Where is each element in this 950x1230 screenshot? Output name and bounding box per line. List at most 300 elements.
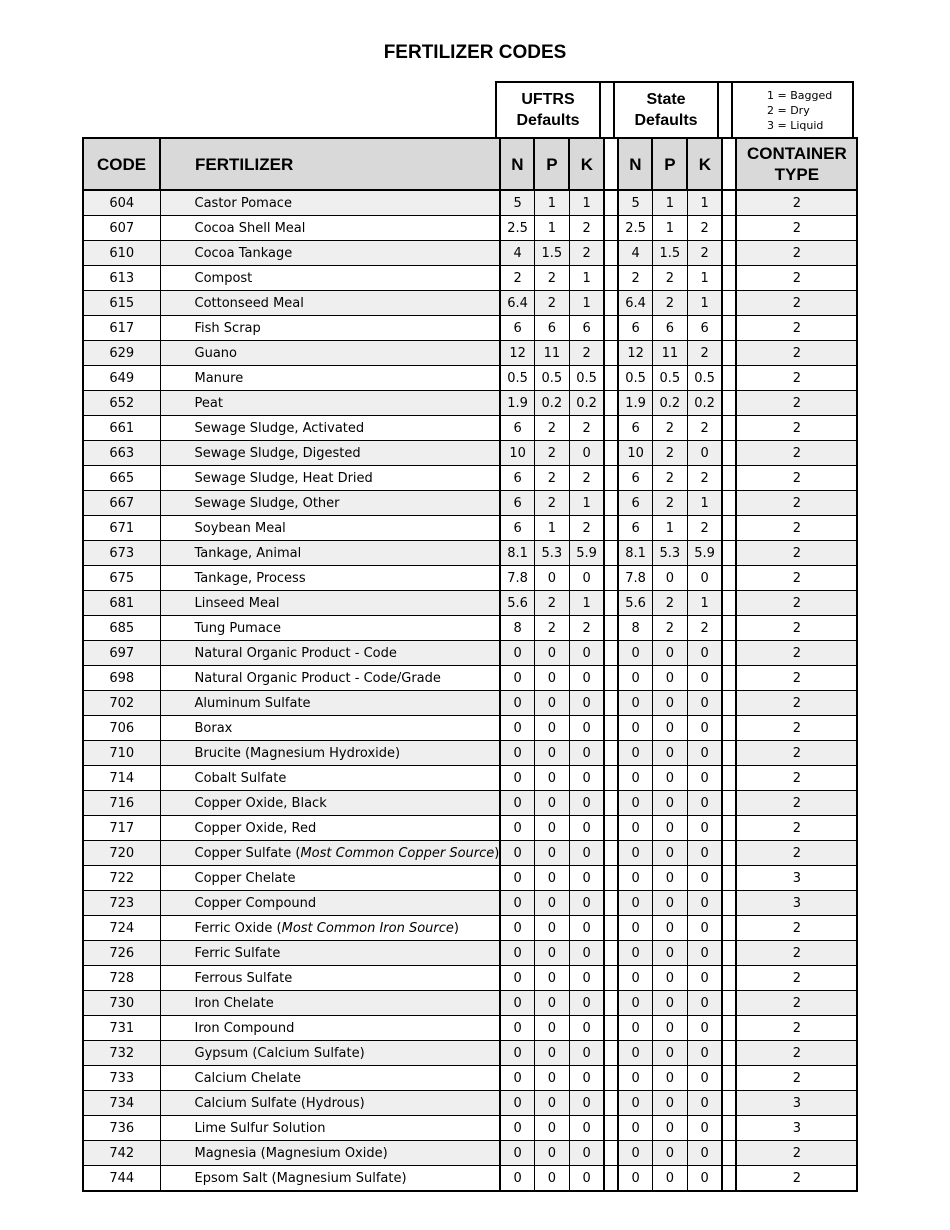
row-uftrs-p: 0	[534, 841, 569, 866]
row-spacer	[722, 966, 736, 991]
row-state-n: 5.6	[618, 591, 652, 616]
row-uftrs-p: 0	[534, 1041, 569, 1066]
row-spacer	[722, 1141, 736, 1166]
row-uftrs-p: 0	[534, 641, 569, 666]
table-row	[83, 216, 857, 241]
row-state-k: 5.9	[687, 541, 722, 566]
row-spacer	[604, 391, 618, 416]
row-spacer	[722, 891, 736, 916]
row-uftrs-p: 2	[534, 591, 569, 616]
row-state-n: 0	[618, 666, 652, 691]
row-uftrs-k: 0	[569, 766, 604, 791]
row-code: 742	[83, 1141, 160, 1166]
row-uftrs-p: 0.5	[534, 366, 569, 391]
row-state-p: 0	[652, 666, 687, 691]
row-uftrs-k: 1	[569, 266, 604, 291]
row-spacer	[604, 716, 618, 741]
row-code: 731	[83, 1016, 160, 1041]
defaults-group-header	[495, 81, 854, 139]
row-state-k: 0	[687, 891, 722, 916]
row-state-k: 0	[687, 691, 722, 716]
row-spacer	[722, 1016, 736, 1041]
row-state-n: 6.4	[618, 291, 652, 316]
row-fertilizer-name: Natural Organic Product - Code	[160, 641, 500, 666]
row-fertilizer-name: Ferrous Sulfate	[160, 966, 500, 991]
row-spacer	[604, 666, 618, 691]
row-uftrs-n: 8	[500, 616, 534, 641]
row-state-k: 0	[687, 1066, 722, 1091]
row-uftrs-p: 2	[534, 416, 569, 441]
table-row	[83, 891, 857, 916]
row-fertilizer-name: Borax	[160, 716, 500, 741]
row-fertilizer-name: Copper Sulfate (Most Common Copper Source)	[160, 841, 500, 866]
row-uftrs-k: 0	[569, 866, 604, 891]
table-row	[83, 366, 857, 391]
row-spacer	[604, 491, 618, 516]
row-state-n: 0	[618, 791, 652, 816]
row-uftrs-k: 0.2	[569, 391, 604, 416]
row-container-type: 2	[736, 266, 857, 291]
row-state-n: 1.9	[618, 391, 652, 416]
row-container-type: 2	[736, 216, 857, 241]
row-spacer	[722, 491, 736, 516]
row-uftrs-n: 1.9	[500, 391, 534, 416]
row-code: 661	[83, 416, 160, 441]
row-spacer	[722, 416, 736, 441]
row-uftrs-k: 1	[569, 491, 604, 516]
row-code: 615	[83, 291, 160, 316]
row-spacer	[604, 791, 618, 816]
row-code: 681	[83, 591, 160, 616]
row-fertilizer-name: Sewage Sludge, Activated	[160, 416, 500, 441]
row-state-p: 1	[652, 190, 687, 216]
row-fertilizer-name: Lime Sulfur Solution	[160, 1116, 500, 1141]
row-uftrs-p: 0	[534, 666, 569, 691]
row-state-p: 0	[652, 1091, 687, 1116]
row-state-n: 0	[618, 641, 652, 666]
row-uftrs-k: 0	[569, 641, 604, 666]
col-header-fertilizer: FERTILIZER	[160, 138, 500, 190]
fertilizer-codes-table	[82, 137, 858, 1192]
row-container-type: 2	[736, 741, 857, 766]
row-fertilizer-name: Sewage Sludge, Other	[160, 491, 500, 516]
row-code: 720	[83, 841, 160, 866]
row-spacer	[722, 1066, 736, 1091]
row-state-p: 1	[652, 516, 687, 541]
row-state-n: 0	[618, 991, 652, 1016]
row-code: 652	[83, 391, 160, 416]
row-uftrs-k: 2	[569, 516, 604, 541]
row-fertilizer-name: Compost	[160, 266, 500, 291]
row-uftrs-k: 2	[569, 416, 604, 441]
row-code: 702	[83, 691, 160, 716]
row-fertilizer-name: Cobalt Sulfate	[160, 766, 500, 791]
row-state-p: 0	[652, 641, 687, 666]
row-state-k: 0	[687, 991, 722, 1016]
row-spacer	[604, 316, 618, 341]
row-spacer	[722, 190, 736, 216]
row-container-type: 2	[736, 916, 857, 941]
table-row	[83, 591, 857, 616]
row-uftrs-p: 0	[534, 1066, 569, 1091]
fertilizer-note: Most Common Copper Source	[300, 845, 495, 861]
row-fertilizer-name: Magnesia (Magnesium Oxide)	[160, 1141, 500, 1166]
row-container-type: 2	[736, 1016, 857, 1041]
row-uftrs-n: 2.5	[500, 216, 534, 241]
row-fertilizer-name: Soybean Meal	[160, 516, 500, 541]
row-fertilizer-name: Fish Scrap	[160, 316, 500, 341]
row-spacer	[604, 766, 618, 791]
row-spacer	[604, 591, 618, 616]
col-header-uftrs-p: P	[534, 138, 569, 190]
row-uftrs-p: 0	[534, 1016, 569, 1041]
row-uftrs-p: 0	[534, 691, 569, 716]
row-uftrs-k: 1	[569, 190, 604, 216]
row-state-n: 6	[618, 516, 652, 541]
row-state-n: 0.5	[618, 366, 652, 391]
row-spacer	[604, 216, 618, 241]
row-container-type: 3	[736, 891, 857, 916]
row-spacer	[604, 941, 618, 966]
row-state-p: 1.5	[652, 241, 687, 266]
table-row	[83, 566, 857, 591]
row-uftrs-k: 2	[569, 241, 604, 266]
row-state-p: 0	[652, 1041, 687, 1066]
row-spacer	[604, 566, 618, 591]
row-uftrs-k: 0	[569, 666, 604, 691]
row-container-type: 3	[736, 866, 857, 891]
row-uftrs-n: 0	[500, 716, 534, 741]
row-uftrs-n: 4	[500, 241, 534, 266]
row-state-p: 0	[652, 841, 687, 866]
row-spacer	[722, 591, 736, 616]
row-uftrs-k: 0	[569, 841, 604, 866]
row-state-k: 1	[687, 266, 722, 291]
row-state-p: 2	[652, 466, 687, 491]
row-uftrs-p: 0	[534, 1141, 569, 1166]
row-state-p: 0	[652, 1166, 687, 1192]
row-spacer	[604, 1041, 618, 1066]
row-uftrs-p: 0	[534, 891, 569, 916]
row-uftrs-p: 0	[534, 1091, 569, 1116]
row-uftrs-n: 12	[500, 341, 534, 366]
row-fertilizer-name: Calcium Sulfate (Hydrous)	[160, 1091, 500, 1116]
table-row	[83, 816, 857, 841]
row-spacer	[604, 1091, 618, 1116]
row-state-n: 6	[618, 416, 652, 441]
table-row	[83, 966, 857, 991]
row-state-n: 0	[618, 741, 652, 766]
row-state-k: 0	[687, 866, 722, 891]
row-spacer	[604, 1166, 618, 1192]
row-state-p: 2	[652, 266, 687, 291]
state-defaults-header: State Defaults	[614, 82, 718, 138]
row-container-type: 2	[736, 941, 857, 966]
row-fertilizer-name: Cottonseed Meal	[160, 291, 500, 316]
row-fertilizer-name: Linseed Meal	[160, 591, 500, 616]
row-uftrs-p: 1	[534, 216, 569, 241]
row-uftrs-p: 0	[534, 766, 569, 791]
row-uftrs-p: 0	[534, 741, 569, 766]
row-spacer	[722, 391, 736, 416]
row-uftrs-p: 0	[534, 1166, 569, 1192]
row-state-p: 0	[652, 716, 687, 741]
row-state-k: 2	[687, 241, 722, 266]
row-uftrs-k: 0.5	[569, 366, 604, 391]
table-row	[83, 666, 857, 691]
row-fertilizer-name: Epsom Salt (Magnesium Sulfate)	[160, 1166, 500, 1192]
row-spacer	[604, 916, 618, 941]
row-code: 685	[83, 616, 160, 641]
fertilizer-note: Most Common Iron Source	[281, 920, 454, 936]
row-fertilizer-name: Copper Chelate	[160, 866, 500, 891]
row-uftrs-p: 0	[534, 791, 569, 816]
row-state-n: 0	[618, 766, 652, 791]
row-code: 722	[83, 866, 160, 891]
row-state-p: 2	[652, 416, 687, 441]
row-container-type: 2	[736, 1066, 857, 1091]
group-spacer	[718, 82, 732, 138]
row-uftrs-n: 0	[500, 941, 534, 966]
row-uftrs-p: 11	[534, 341, 569, 366]
table-row	[83, 741, 857, 766]
row-state-n: 0	[618, 1141, 652, 1166]
table-row	[83, 941, 857, 966]
row-code: 671	[83, 516, 160, 541]
row-state-p: 2	[652, 591, 687, 616]
row-fertilizer-name: Calcium Chelate	[160, 1066, 500, 1091]
row-state-k: 0	[687, 766, 722, 791]
col-header-code: CODE	[83, 138, 160, 190]
row-uftrs-p: 2	[534, 616, 569, 641]
row-state-k: 2	[687, 416, 722, 441]
row-uftrs-k: 0	[569, 741, 604, 766]
row-fertilizer-name: Brucite (Magnesium Hydroxide)	[160, 741, 500, 766]
row-uftrs-n: 0	[500, 1016, 534, 1041]
row-uftrs-k: 0	[569, 991, 604, 1016]
row-code: 726	[83, 941, 160, 966]
row-code: 675	[83, 566, 160, 591]
row-container-type: 2	[736, 1041, 857, 1066]
row-uftrs-k: 0	[569, 1166, 604, 1192]
row-spacer	[722, 866, 736, 891]
row-spacer	[604, 616, 618, 641]
row-uftrs-k: 2	[569, 616, 604, 641]
row-state-p: 0	[652, 991, 687, 1016]
row-spacer	[604, 1066, 618, 1091]
row-uftrs-n: 8.1	[500, 541, 534, 566]
row-state-p: 0.5	[652, 366, 687, 391]
row-uftrs-n: 0	[500, 966, 534, 991]
table-row	[83, 466, 857, 491]
row-container-type: 2	[736, 716, 857, 741]
row-code: 733	[83, 1066, 160, 1091]
table-row	[83, 691, 857, 716]
row-fertilizer-name: Cocoa Tankage	[160, 241, 500, 266]
row-uftrs-k: 0	[569, 1016, 604, 1041]
row-container-type: 2	[736, 841, 857, 866]
row-fertilizer-name: Guano	[160, 341, 500, 366]
row-uftrs-n: 0	[500, 741, 534, 766]
col-header-state-n: N	[618, 138, 652, 190]
row-state-k: 0	[687, 816, 722, 841]
row-uftrs-n: 5.6	[500, 591, 534, 616]
row-container-type: 2	[736, 291, 857, 316]
col-header-uftrs-n: N	[500, 138, 534, 190]
row-spacer	[604, 816, 618, 841]
row-uftrs-p: 6	[534, 316, 569, 341]
row-state-k: 1	[687, 591, 722, 616]
row-fertilizer-name: Copper Oxide, Black	[160, 791, 500, 816]
row-code: 734	[83, 1091, 160, 1116]
row-state-k: 1	[687, 291, 722, 316]
row-state-k: 2	[687, 616, 722, 641]
row-uftrs-p: 0	[534, 566, 569, 591]
row-spacer	[604, 991, 618, 1016]
row-uftrs-n: 6	[500, 316, 534, 341]
row-code: 730	[83, 991, 160, 1016]
row-code: 665	[83, 466, 160, 491]
row-uftrs-p: 1	[534, 516, 569, 541]
row-fertilizer-name: Copper Oxide, Red	[160, 816, 500, 841]
row-code: 617	[83, 316, 160, 341]
row-container-type: 2	[736, 616, 857, 641]
row-state-k: 2	[687, 341, 722, 366]
row-state-n: 0	[618, 866, 652, 891]
row-code: 629	[83, 341, 160, 366]
row-container-type: 2	[736, 516, 857, 541]
row-container-type: 2	[736, 491, 857, 516]
table-row	[83, 866, 857, 891]
row-state-k: 0	[687, 941, 722, 966]
row-spacer	[604, 1116, 618, 1141]
table-row	[83, 1016, 857, 1041]
row-uftrs-n: 0	[500, 1041, 534, 1066]
col-header-uftrs-k: K	[569, 138, 604, 190]
row-uftrs-k: 1	[569, 291, 604, 316]
table-row	[83, 516, 857, 541]
row-state-n: 12	[618, 341, 652, 366]
table-row	[83, 316, 857, 341]
row-uftrs-k: 2	[569, 341, 604, 366]
row-uftrs-n: 0	[500, 841, 534, 866]
row-code: 706	[83, 716, 160, 741]
row-uftrs-k: 0	[569, 566, 604, 591]
legend-item: 1 = Bagged	[767, 88, 833, 102]
row-fertilizer-name: Cocoa Shell Meal	[160, 216, 500, 241]
table-header-row	[83, 138, 857, 190]
table-row	[83, 1116, 857, 1141]
row-state-k: 2	[687, 516, 722, 541]
row-state-k: 1	[687, 491, 722, 516]
row-state-k: 0	[687, 841, 722, 866]
row-uftrs-n: 0	[500, 791, 534, 816]
row-fertilizer-name: Natural Organic Product - Code/Grade	[160, 666, 500, 691]
row-spacer	[722, 916, 736, 941]
row-uftrs-k: 0	[569, 941, 604, 966]
row-state-k: 2	[687, 466, 722, 491]
row-code: 723	[83, 891, 160, 916]
row-container-type: 2	[736, 190, 857, 216]
row-uftrs-n: 0	[500, 766, 534, 791]
row-spacer	[722, 941, 736, 966]
row-code: 728	[83, 966, 160, 991]
row-state-n: 6	[618, 316, 652, 341]
row-state-k: 1	[687, 190, 722, 216]
row-uftrs-n: 10	[500, 441, 534, 466]
row-container-type: 3	[736, 1091, 857, 1116]
row-state-n: 0	[618, 1116, 652, 1141]
row-uftrs-p: 0	[534, 991, 569, 1016]
table-row	[83, 616, 857, 641]
row-spacer	[722, 441, 736, 466]
row-uftrs-p: 2	[534, 266, 569, 291]
row-fertilizer-name: Sewage Sludge, Digested	[160, 441, 500, 466]
row-spacer	[722, 841, 736, 866]
row-fertilizer-name: Ferric Sulfate	[160, 941, 500, 966]
row-uftrs-k: 0	[569, 966, 604, 991]
table-row	[83, 541, 857, 566]
row-state-n: 0	[618, 1166, 652, 1192]
col-header-state-k: K	[687, 138, 722, 190]
row-uftrs-n: 0	[500, 641, 534, 666]
row-container-type: 2	[736, 1141, 857, 1166]
row-state-n: 2	[618, 266, 652, 291]
row-spacer	[722, 541, 736, 566]
row-state-p: 5.3	[652, 541, 687, 566]
row-uftrs-n: 0.5	[500, 366, 534, 391]
table-row	[83, 916, 857, 941]
row-state-p: 0	[652, 741, 687, 766]
row-spacer	[722, 216, 736, 241]
row-state-n: 0	[618, 916, 652, 941]
row-spacer	[722, 1166, 736, 1192]
row-code: 724	[83, 916, 160, 941]
row-spacer	[604, 241, 618, 266]
row-spacer	[722, 1041, 736, 1066]
row-state-k: 0	[687, 741, 722, 766]
row-spacer	[722, 791, 736, 816]
row-container-type: 2	[736, 316, 857, 341]
row-spacer	[604, 891, 618, 916]
row-state-n: 0	[618, 716, 652, 741]
row-uftrs-n: 6	[500, 416, 534, 441]
row-state-n: 0	[618, 841, 652, 866]
table-row	[83, 241, 857, 266]
row-fertilizer-name: Gypsum (Calcium Sulfate)	[160, 1041, 500, 1066]
row-spacer	[604, 1141, 618, 1166]
row-fertilizer-name: Tung Pumace	[160, 616, 500, 641]
row-container-type: 2	[736, 666, 857, 691]
row-spacer	[722, 341, 736, 366]
row-spacer	[722, 991, 736, 1016]
row-state-k: 0	[687, 966, 722, 991]
col-header-container-type: CONTAINER TYPE	[736, 138, 857, 190]
row-container-type: 2	[736, 766, 857, 791]
row-spacer	[722, 691, 736, 716]
table-row	[83, 1066, 857, 1091]
row-uftrs-p: 2	[534, 466, 569, 491]
row-spacer	[604, 641, 618, 666]
row-container-type: 2	[736, 366, 857, 391]
row-state-k: 0.2	[687, 391, 722, 416]
row-uftrs-n: 0	[500, 666, 534, 691]
row-code: 607	[83, 216, 160, 241]
row-code: 736	[83, 1116, 160, 1141]
row-uftrs-k: 0	[569, 916, 604, 941]
row-state-n: 0	[618, 941, 652, 966]
row-spacer	[722, 716, 736, 741]
